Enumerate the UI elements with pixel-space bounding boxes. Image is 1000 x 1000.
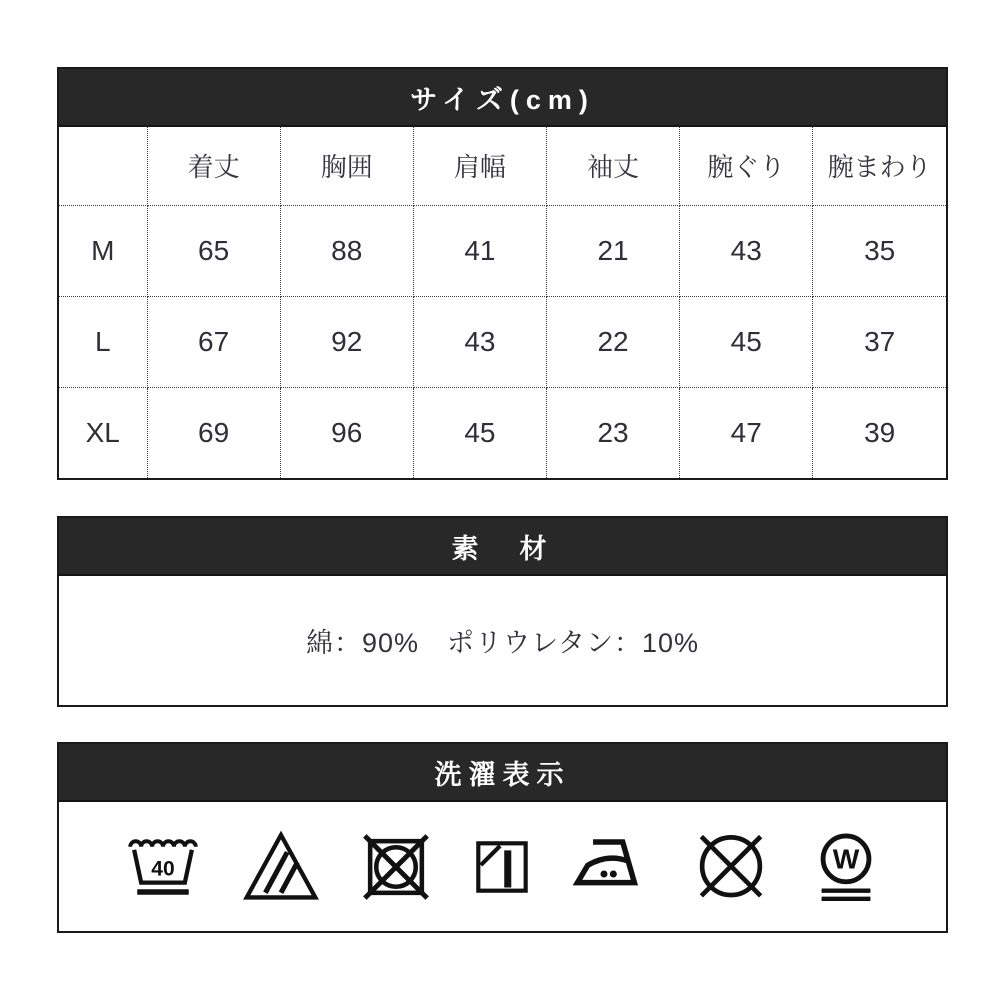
size-value: 22 bbox=[546, 296, 679, 387]
table-row-xl bbox=[59, 387, 946, 478]
size-value: 37 bbox=[813, 296, 946, 387]
size-section-header bbox=[59, 69, 946, 127]
care-section bbox=[57, 742, 948, 933]
size-label: XL bbox=[59, 387, 147, 478]
size-value: 43 bbox=[413, 296, 546, 387]
column-header: 着丈 bbox=[147, 127, 280, 205]
size-value: 45 bbox=[413, 387, 546, 478]
no-tumble-dry-icon bbox=[358, 828, 434, 906]
table-row-m bbox=[59, 205, 946, 296]
size-value: 67 bbox=[147, 296, 280, 387]
size-label: L bbox=[59, 296, 147, 387]
no-dry-clean-icon bbox=[688, 828, 774, 906]
wash-40-icon bbox=[122, 828, 204, 906]
column-header: 袖丈 bbox=[546, 127, 679, 205]
iron-medium-icon bbox=[569, 828, 653, 906]
column-header: 胸囲 bbox=[280, 127, 413, 205]
size-value: 96 bbox=[280, 387, 413, 478]
size-value: 35 bbox=[813, 205, 946, 296]
svg-text:40: 40 bbox=[151, 857, 175, 881]
size-value: 92 bbox=[280, 296, 413, 387]
material-section-title: 素 材 bbox=[451, 533, 554, 564]
size-table-header-row bbox=[59, 127, 946, 205]
size-table-corner-cell bbox=[59, 127, 147, 205]
size-section-title: サイズ(cm) bbox=[410, 84, 595, 115]
size-value: 69 bbox=[147, 387, 280, 478]
size-value: 47 bbox=[680, 387, 813, 478]
care-symbols-row bbox=[59, 802, 946, 931]
column-header: 腕ぐり bbox=[680, 127, 813, 205]
size-value: 41 bbox=[413, 205, 546, 296]
care-section-header bbox=[59, 744, 946, 802]
table-row-l bbox=[59, 296, 946, 387]
size-value: 23 bbox=[546, 387, 679, 478]
size-value: 45 bbox=[680, 296, 813, 387]
care-section-title: 洗濯表示 bbox=[434, 759, 571, 790]
size-value: 65 bbox=[147, 205, 280, 296]
material-section bbox=[57, 516, 948, 707]
size-table bbox=[59, 127, 946, 478]
size-value: 88 bbox=[280, 205, 413, 296]
wet-clean-gentle-icon bbox=[809, 828, 883, 906]
svg-text:W: W bbox=[832, 842, 860, 874]
size-value: 21 bbox=[546, 205, 679, 296]
material-body bbox=[59, 576, 946, 705]
size-section bbox=[57, 67, 948, 480]
column-header: 腕まわり bbox=[813, 127, 946, 205]
column-header: 肩幅 bbox=[413, 127, 546, 205]
size-label: M bbox=[59, 205, 147, 296]
line-dry-shade-icon bbox=[470, 828, 534, 906]
material-composition: 綿：90% ポリウレタン：10% bbox=[306, 628, 699, 658]
material-section-header bbox=[59, 518, 946, 576]
size-value: 43 bbox=[680, 205, 813, 296]
size-value: 39 bbox=[813, 387, 946, 478]
bleach-non-chlorine-icon bbox=[239, 828, 323, 906]
